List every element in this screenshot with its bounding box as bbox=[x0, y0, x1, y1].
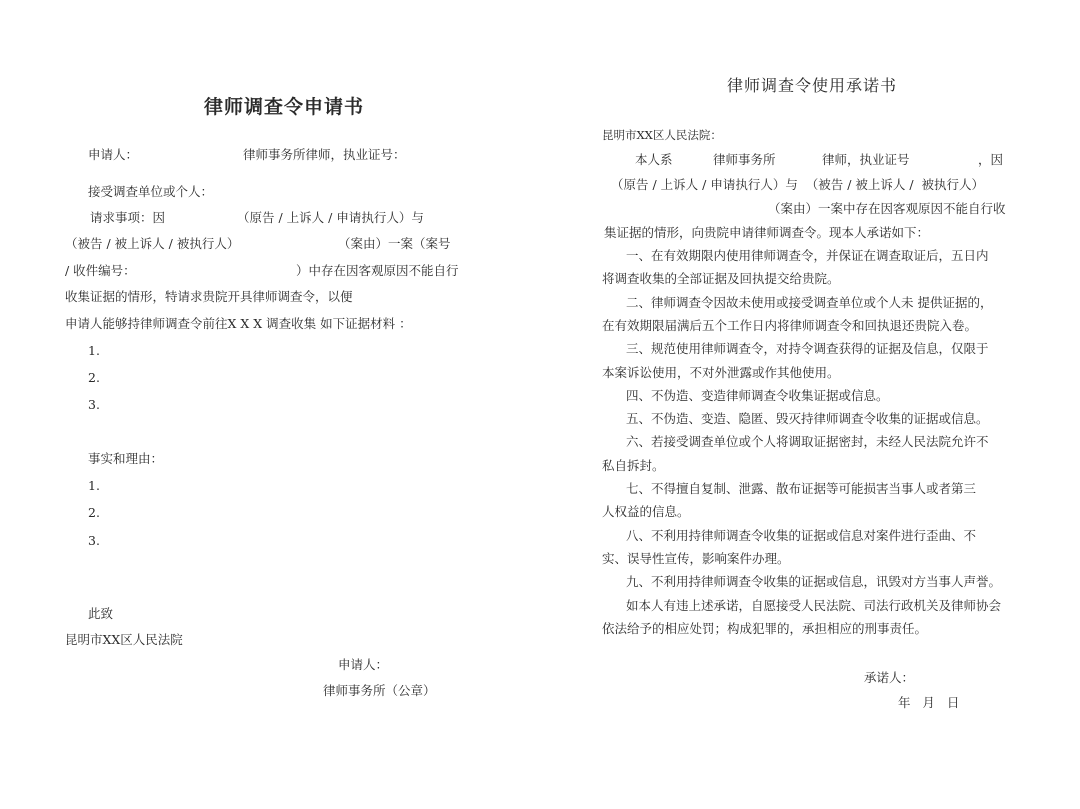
commitment-line: 五、不伪造、变造、隐匿、毁灭持律师调查令收集的证据或信息。 bbox=[626, 411, 989, 427]
evidence-item: 3. bbox=[88, 397, 100, 412]
addressee: 昆明市XX区人民法院： bbox=[602, 128, 722, 142]
facts-item: 2. bbox=[88, 505, 100, 520]
commitment-line: 人权益的信息。 bbox=[602, 504, 690, 520]
commitment-line: 本案诉讼使用，不对外泄露或作其他使用。 bbox=[602, 364, 840, 380]
intro-text: ，因 bbox=[978, 152, 1004, 167]
commitment-line: 九、不利用持律师调查令收集的证据或信息，讯毁对方当事人声誉。 bbox=[626, 574, 1002, 590]
commitment-line: 在有效期限届满后五个工作日内将律师调查令和回执退还贵院入卷。 bbox=[602, 317, 978, 333]
signature-applicant: 申请人： bbox=[338, 657, 389, 672]
request-reason: ）中存在因客观原因不能自行 bbox=[296, 263, 459, 278]
closing: 此致 bbox=[88, 606, 114, 621]
court-name: 昆明市XX区人民法院 bbox=[65, 632, 183, 647]
request-case: （案由）一案（案号 bbox=[338, 236, 451, 251]
commitment-line: 依法给予的相应处罚；构成犯罪的，承担相应的刑事责任。 bbox=[602, 620, 928, 636]
commitment-line: 将调查收集的全部证据及回执提交给贵院。 bbox=[602, 271, 840, 287]
commitment-line: 六、若接受调查单位或个人将调取证据密封，未经人民法院允许不 bbox=[626, 434, 989, 450]
signature-label: 承诺人： bbox=[864, 670, 915, 685]
commitment-line: 二、律师调查令因故未使用或接受调查单位或个人未 提供证据的， bbox=[626, 294, 993, 310]
commitment-line: 四、不伪造、变造律师调查令收集证据或信息。 bbox=[626, 387, 889, 403]
signature-firm: 律师事务所（公章） bbox=[323, 683, 436, 698]
request-party2: （被告 / 被上诉人 / 被执行人） bbox=[65, 236, 240, 251]
facts-item: 1. bbox=[88, 478, 100, 493]
applicant-firm: 律师事务所律师，执业证号： bbox=[243, 147, 406, 162]
commitment-line: 如本人有违上述承诺，自愿接受人民法院、司法行政机关及律师协会 bbox=[626, 597, 1002, 613]
commitment-line: 七、不得擅自复制、泄露、散布证据等可能损害当事人或者第三 bbox=[626, 481, 977, 496]
facts-label: 事实和理由： bbox=[88, 451, 164, 466]
commitment-line: 三、规范使用律师调查令，对持令调查获得的证据及信息，仅限于 bbox=[626, 341, 989, 357]
commitment-line: 实、误导性宣传，影响案件办理。 bbox=[602, 550, 790, 566]
request-party1: （原告 / 上诉人 / 申请执行人）与 bbox=[237, 210, 424, 225]
signature-date: 年 月 日 bbox=[898, 695, 960, 710]
commitment-line: 八、不利用持律师调查令收集的证据或信息对案件进行歪曲、不 bbox=[626, 527, 977, 543]
commitment-line: 一、在有效期限内使用律师调查令，并保证在调查取证后，五日内 bbox=[626, 248, 989, 263]
respondent-label: 接受调查单位或个人： bbox=[88, 184, 214, 199]
evidence-item: 1. bbox=[88, 343, 100, 358]
commitment-line: 私自拆封。 bbox=[602, 457, 665, 473]
applicant-label: 申请人： bbox=[88, 147, 139, 162]
request-line: 申请人能够持律师调查令前往X X X 调查收集 如下证据材料 ： bbox=[65, 316, 412, 331]
intro-text: 本人系 bbox=[635, 152, 673, 167]
request-label: 请求事项：因 bbox=[90, 210, 166, 225]
intro-text: 集证据的情形，向贵院申请律师调查令。现本人承诺如下： bbox=[604, 225, 930, 240]
request-case-no: / 收件编号： bbox=[65, 263, 136, 278]
page-title: 律师调查令使用承诺书 bbox=[727, 76, 898, 95]
intro-text: （原告 / 上诉人 / 申请执行人）与 （被告 / 被上诉人 / 被执行人） bbox=[611, 177, 985, 192]
intro-text: 律师，执业证号 bbox=[822, 152, 910, 167]
evidence-item: 2. bbox=[88, 370, 100, 385]
intro-text: （案由）一案中存在因客观原因不能自行收 bbox=[768, 201, 1006, 216]
facts-item: 3. bbox=[88, 533, 100, 548]
request-line: 收集证据的情形，特请求贵院开具律师调查令，以便 bbox=[65, 289, 353, 304]
intro-text: 律师事务所 bbox=[713, 152, 776, 167]
page-title: 律师调查令申请书 bbox=[204, 96, 365, 118]
